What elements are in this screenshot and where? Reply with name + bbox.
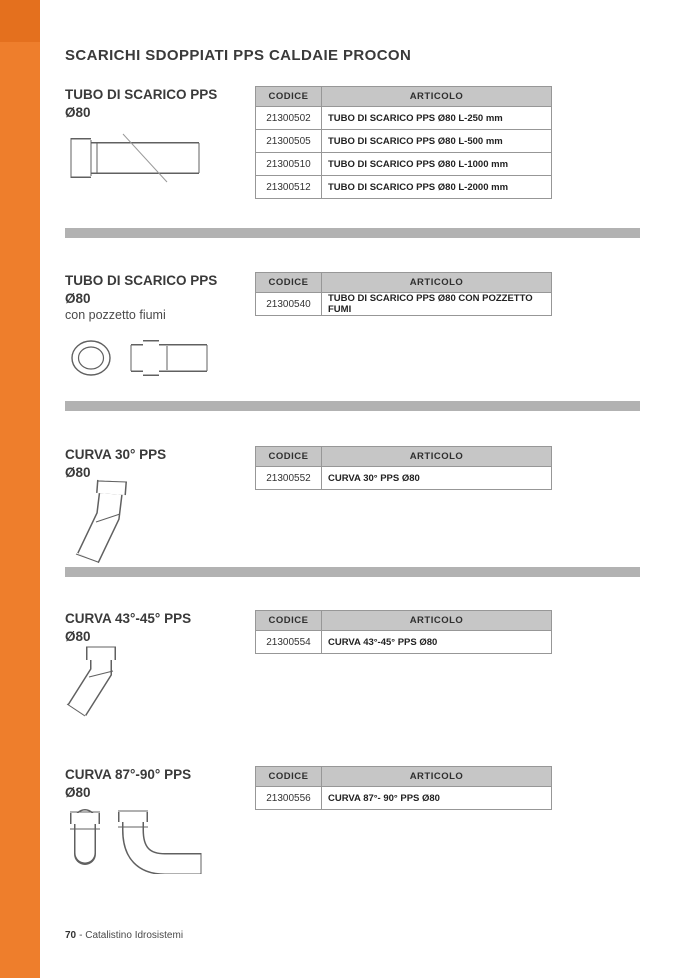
cell-codice: 21300554 <box>256 631 322 654</box>
product-title-line1: TUBO DI SCARICO PPS <box>65 87 218 102</box>
product-title-line1: CURVA 87°-90° PPS <box>65 767 192 782</box>
product-title-line1: CURVA 43°-45° PPS <box>65 611 192 626</box>
page-title: SCARICHI SDOPPIATI PPS CALDAIE PROCON <box>65 47 412 64</box>
column-header-articolo: ARTICOLO <box>322 87 552 107</box>
product-section-tubo-pozzetto <box>65 272 640 397</box>
table-row <box>256 107 552 130</box>
column-header-articolo: ARTICOLO <box>322 273 552 293</box>
table-row <box>256 631 552 654</box>
section-divider <box>65 401 640 411</box>
column-header-codice: CODICE <box>256 611 322 631</box>
table-row <box>256 467 552 490</box>
product-title-line2: Ø80 <box>65 104 91 120</box>
section-divider <box>65 228 640 238</box>
section-divider <box>65 567 640 577</box>
accent-band <box>0 0 40 978</box>
cell-articolo: TUBO DI SCARICO PPS Ø80 L-2000 mm <box>322 176 552 199</box>
cell-codice: 21300540 <box>256 293 322 316</box>
product-title-line2: Ø80 <box>65 628 91 644</box>
product-table <box>255 610 552 654</box>
product-section-tubo-scarico <box>65 86 640 221</box>
product-title-line2: Ø80 <box>65 290 91 306</box>
table-row <box>256 130 552 153</box>
table-row <box>256 787 552 810</box>
cell-codice: 21300510 <box>256 153 322 176</box>
ring-and-pipe-drawing <box>67 334 215 380</box>
footer-label: - Catalistino Idrosistemi <box>79 930 184 941</box>
table-row <box>256 176 552 199</box>
product-table <box>255 272 552 316</box>
column-header-codice: CODICE <box>256 273 322 293</box>
column-header-articolo: ARTICOLO <box>322 447 552 467</box>
product-section-curva-30 <box>65 446 640 566</box>
elbow-30-drawing <box>70 478 132 564</box>
page-number: 70 <box>65 930 77 941</box>
short-pipe-drawing <box>65 808 107 874</box>
cell-articolo: TUBO DI SCARICO PPS Ø80 CON POZZETTO FUMI <box>322 293 552 316</box>
product-table <box>255 446 552 490</box>
straight-pipe-drawing <box>65 128 205 184</box>
cell-articolo: TUBO DI SCARICO PPS Ø80 L-250 mm <box>322 107 552 130</box>
table-row <box>256 153 552 176</box>
product-subtitle: con pozzetto fiumi <box>65 308 166 323</box>
cell-codice: 21300505 <box>256 130 322 153</box>
product-title-line2: Ø80 <box>65 784 91 800</box>
product-table <box>255 766 552 810</box>
cell-articolo: TUBO DI SCARICO PPS Ø80 L-1000 mm <box>322 153 552 176</box>
elbow-45-drawing <box>65 644 125 728</box>
cell-codice: 21300502 <box>256 107 322 130</box>
page-footer <box>65 930 183 941</box>
product-section-curva-90 <box>65 766 640 896</box>
cell-codice: 21300556 <box>256 787 322 810</box>
table-row <box>256 293 552 316</box>
product-title-line1: CURVA 30° PPS <box>65 447 167 462</box>
elbow-90-drawing <box>65 808 209 874</box>
cell-articolo: CURVA 30° PPS Ø80 <box>322 467 552 490</box>
product-title-line1: TUBO DI SCARICO PPS <box>65 273 218 288</box>
column-header-codice: CODICE <box>256 767 322 787</box>
cell-codice: 21300512 <box>256 176 322 199</box>
product-title-line2: Ø80 <box>65 464 91 480</box>
cell-articolo: CURVA 87°- 90° PPS Ø80 <box>322 787 552 810</box>
column-header-codice: CODICE <box>256 447 322 467</box>
column-header-articolo: ARTICOLO <box>322 767 552 787</box>
product-table <box>255 86 552 199</box>
bend-90-drawing <box>117 808 209 874</box>
column-header-codice: CODICE <box>256 87 322 107</box>
column-header-articolo: ARTICOLO <box>322 611 552 631</box>
cell-codice: 21300552 <box>256 467 322 490</box>
cell-articolo: CURVA 43°-45° PPS Ø80 <box>322 631 552 654</box>
product-section-curva-45 <box>65 610 640 730</box>
accent-corner-square <box>0 0 40 42</box>
cell-articolo: TUBO DI SCARICO PPS Ø80 L-500 mm <box>322 130 552 153</box>
